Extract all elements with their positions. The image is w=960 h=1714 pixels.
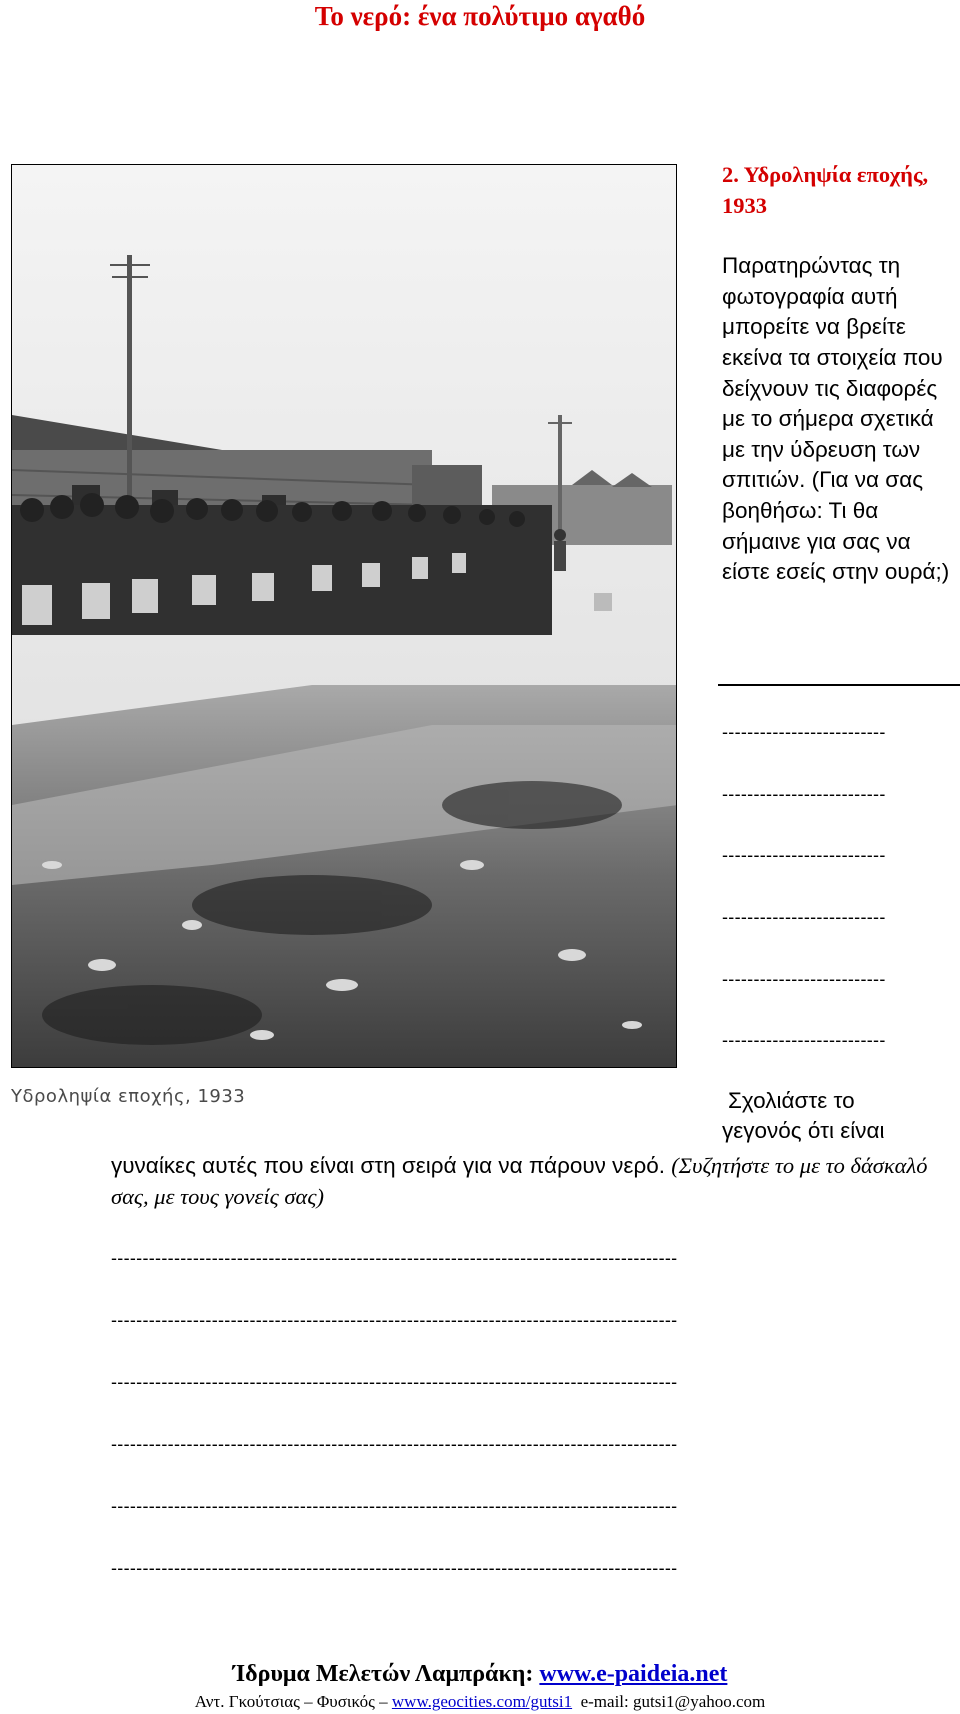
footer-email: e-mail: gutsi1@yahoo.com xyxy=(572,1692,766,1711)
footer-author-link[interactable]: www.geocities.com/gutsi1 xyxy=(391,1692,573,1711)
footer-org-link[interactable]: www.e-paideia.net xyxy=(539,1661,728,1687)
side-column xyxy=(722,160,960,588)
short-answer-line: -------------------------- xyxy=(722,845,886,865)
comment-prompt-line2: γεγονός ότι είναι xyxy=(722,1118,885,1143)
footer-organization xyxy=(0,1660,960,1688)
water-queue-photo xyxy=(12,165,677,1068)
short-answer-line: -------------------------- xyxy=(722,1030,886,1050)
section-instructions: Παρατηρώντας τη φωτογραφία αυτή μπορείτε να βρείτε εκείνα τα στοιχεία που δείχνουν τις διαφορές με το σήμερα σχετικά με την ύδρευση των σπιτιών. (Για να σας βοηθήσω: Τι θα σήμαινε για σας να είστε εσείς στην ουρά;) xyxy=(722,253,950,585)
comment-prompt-italic: (Συζητήστε το με το δάσκαλό σας, με τους γονείς σας) xyxy=(111,1153,928,1209)
answer-line: ------------------------------------------------------------------------------------------ xyxy=(111,1310,678,1330)
section-heading: 2. Υδροληψία εποχής, 1933 xyxy=(722,162,929,218)
footer-org-name: Ίδρυμα Μελετών Λαμπράκη: xyxy=(232,1661,540,1687)
answer-line: ------------------------------------------------------------------------------------------ xyxy=(111,1248,678,1268)
footer-author xyxy=(0,1692,960,1712)
answer-rule xyxy=(718,684,960,686)
answer-line: ------------------------------------------------------------------------------------------ xyxy=(111,1496,678,1516)
page-title: Το νερό: ένα πολύτιμο αγαθό xyxy=(314,1,646,31)
comment-prompt-line1: Σχολιάστε το xyxy=(728,1088,855,1113)
short-answer-line: -------------------------- xyxy=(722,722,886,742)
short-answer-line: -------------------------- xyxy=(722,907,886,927)
answer-line: ------------------------------------------------------------------------------------------ xyxy=(111,1434,678,1454)
short-answer-line: -------------------------- xyxy=(722,784,886,804)
comment-prompt-text: γυναίκες αυτές που είναι στη σειρά για να πάρουν νερό. xyxy=(111,1153,672,1178)
comment-prompt-line3 xyxy=(111,1150,951,1212)
photo-caption: Υδροληψία εποχής, 1933 xyxy=(11,1086,246,1107)
short-answer-line: -------------------------- xyxy=(722,969,886,989)
historical-photo xyxy=(11,164,677,1068)
answer-line: ------------------------------------------------------------------------------------------ xyxy=(111,1558,678,1578)
footer-author-name: Αντ. Γκούτσιας – Φυσικός – xyxy=(194,1692,392,1711)
answer-line: ------------------------------------------------------------------------------------------ xyxy=(111,1372,678,1392)
